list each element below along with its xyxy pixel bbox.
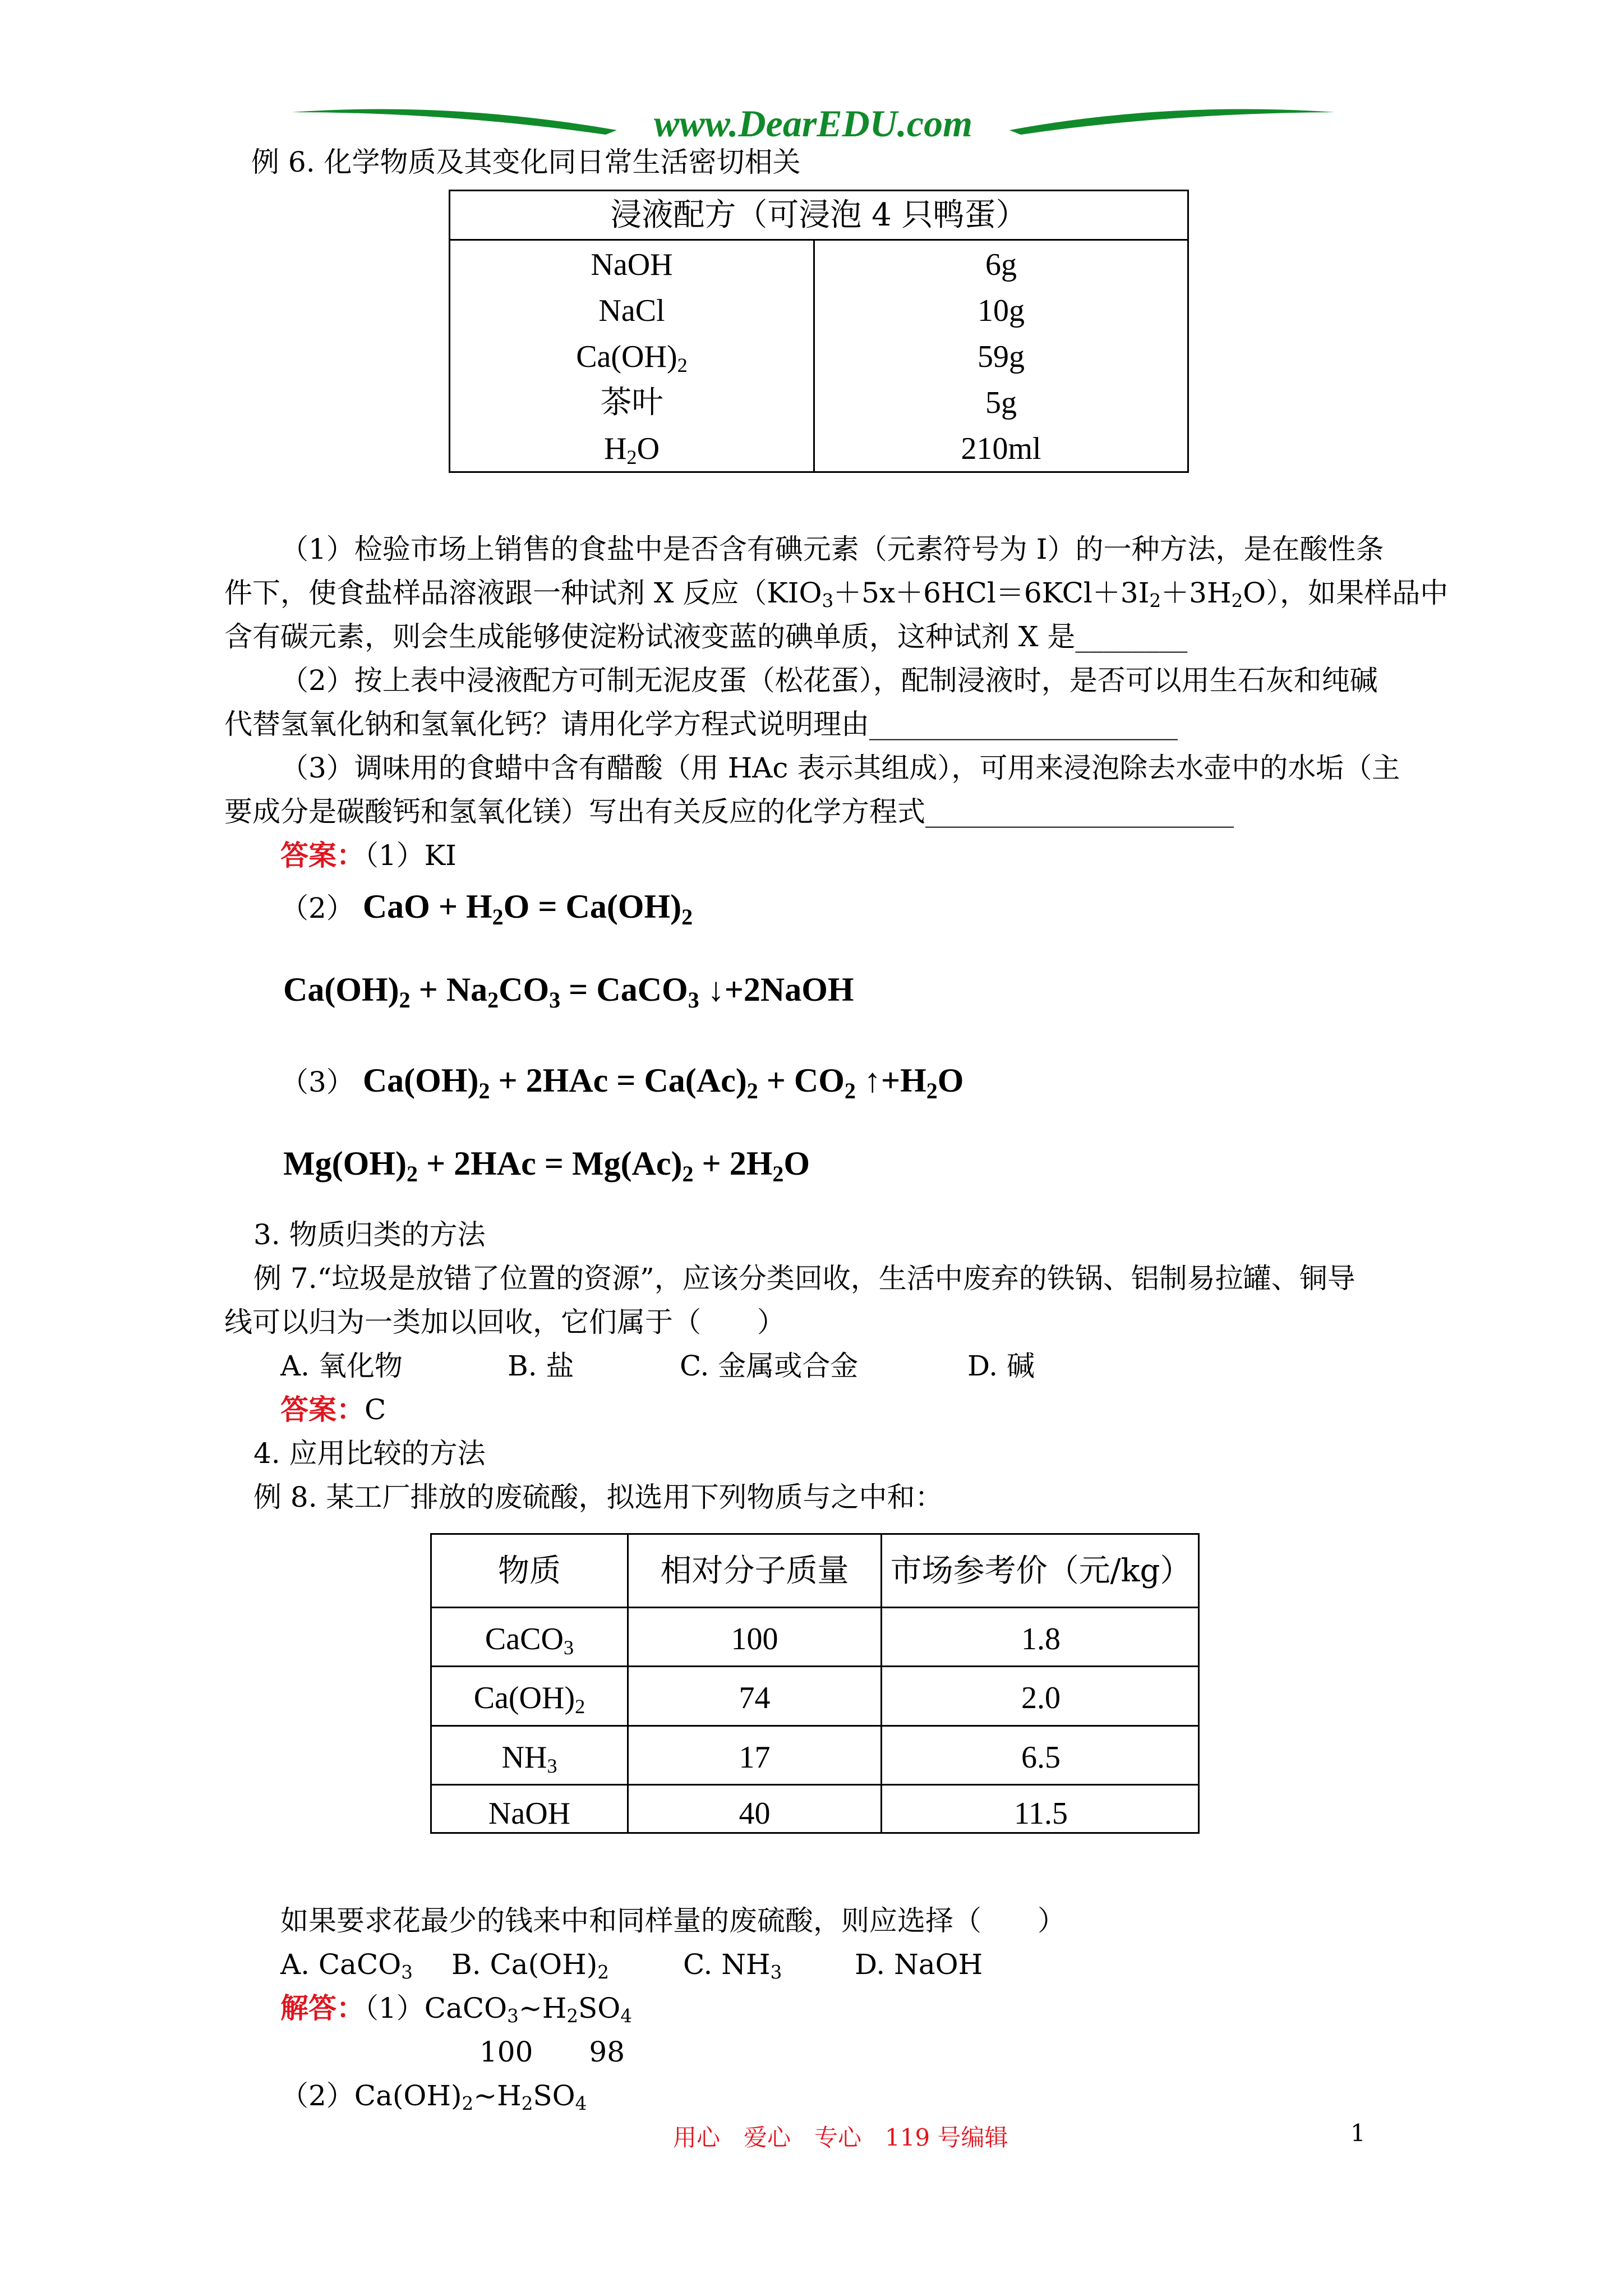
price: 6.5 <box>1021 1740 1061 1775</box>
ingredient-amount: 5g <box>985 385 1017 420</box>
header-price: 市场参考价（元/kg） <box>890 1553 1192 1589</box>
ingredient-amount: 59g <box>978 339 1025 374</box>
question-3-line2: 要成分是碳酸钙和氢氧化镁）写出有关反应的化学方程式______________________ <box>224 795 1234 828</box>
site-logo[interactable]: www.DearEDU.com <box>654 102 972 145</box>
price: 1.8 <box>1021 1622 1061 1657</box>
solution-line2: $(2)Ca(OH)_2\sim H_2SO_4$ <box>280 2079 587 2115</box>
ingredient-amount: 6g <box>985 247 1017 282</box>
option-b: B. 盐 <box>508 1350 574 1382</box>
example7-line2: 线可以归为一类加以回收，它们属于（ ） <box>224 1306 785 1338</box>
ingredient-amount: 210ml <box>961 431 1041 466</box>
table-row <box>432 1608 1198 1665</box>
header-banner <box>292 101 1335 146</box>
question-1-line3: 含有碳元素，则会生成能够使淀粉试液变蓝的碘单质，这种试剂 X 是________ <box>224 620 1188 653</box>
formula-table <box>449 190 1189 473</box>
example8-options <box>280 1943 983 1986</box>
price: 11.5 <box>1014 1796 1068 1831</box>
option-b: B. $Ca(OH)_2$ <box>451 1948 609 1984</box>
option-d: D. 碱 <box>967 1350 1035 1382</box>
table-row <box>432 1727 1198 1784</box>
equation-4: $Mg(OH)_2 + 2HAc = Mg(Ac)_2 + 2H_2O$ <box>283 1145 810 1186</box>
table-header-row <box>432 1535 1198 1608</box>
substance-name: $NH_3$ <box>501 1740 557 1778</box>
example8-line: 例 8. 某工厂排放的废硫酸，拟选用下列物质与之中和： <box>253 1481 943 1513</box>
molecular-mass: 100 <box>731 1622 778 1657</box>
option-a: A. CaCO$_3$ <box>280 1948 413 1984</box>
question-3-line1: （3）调味用的食蜡中含有醋酸（用 HAc 表示其组成），可用来浸泡除去水壶中的水垢（主 <box>280 752 1400 784</box>
ingredient-name: $H_2O$ <box>603 431 660 469</box>
header-substance: 物质 <box>498 1553 561 1589</box>
header-mass: 相对分子质量 <box>660 1553 849 1589</box>
substance-name: NaOH <box>488 1796 571 1831</box>
equation-2: $Ca(OH)_2 + Na_2CO_3$ = CaCO$_3$ ↓+2NaOH <box>283 971 854 1013</box>
ingredient-amount: 10g <box>978 293 1025 328</box>
molecular-mass: 17 <box>739 1740 771 1775</box>
answer-line: 答案：（1）KI <box>280 839 457 872</box>
table-row <box>450 288 1187 334</box>
price: 2.0 <box>1021 1681 1061 1715</box>
table-row <box>450 426 1187 472</box>
equation-1: （2） CaO + $H_2O = Ca(OH)_2$ <box>280 888 693 930</box>
example6-title: 例 6. 化学物质及其变化同日常生活密切相关 <box>251 146 801 178</box>
example7-line1: 例 7.“垃圾是放错了位置的资源”，应该分类回收，生活中废弃的铁锅、铝制易拉罐、铜导 <box>253 1262 1355 1295</box>
solution-line1: 解答：$(1)CaCO_3\sim H_2SO_4$ <box>280 1991 632 2027</box>
option-a: A. 氧化物 <box>280 1350 403 1382</box>
answer-label: 答案： <box>280 839 365 872</box>
example8-question: 如果要求花最少的钱来中和同样量的废硫酸，则应选择（ ） <box>280 1904 1066 1937</box>
question-2-line2: 代替氢氧化钠和氢氧化钙？请用化学方程式说明理由______________________ <box>224 708 1178 740</box>
option-c: C. $NH_3$ <box>683 1948 782 1984</box>
substance-name: $Ca(OH)_2$ <box>473 1681 585 1718</box>
answer-label: 答案： <box>280 1393 365 1426</box>
footer-text: 用心 爱心 专心 119 号编辑 <box>673 2124 1008 2151</box>
equation-3: （3） $Ca(OH)_2 + 2HAc = Ca(Ac)_2 + CO_2$ $↑+H_2O$ <box>280 1062 964 1103</box>
ingredient-name: NaOH <box>591 247 673 282</box>
table-row <box>450 334 1187 380</box>
table-row <box>450 380 1187 426</box>
substance-name: CaCO$_3$ <box>485 1622 574 1659</box>
ingredient-name: NaCl <box>598 293 665 328</box>
compound-price-table <box>430 1533 1200 1834</box>
ingredient-name: $Ca(OH)_2$ <box>576 339 688 377</box>
ingredient-name: 茶叶 <box>600 384 663 421</box>
solution-label: 解答： <box>280 1991 365 2024</box>
question-1-line1: （1）检验市场上销售的食盐中是否含有碘元素（元素符号为 I）的一种方法，是在酸性条 <box>280 533 1384 565</box>
solution-numbers: 100 98 <box>479 2036 625 2068</box>
option-d: D. NaOH <box>855 1948 983 1981</box>
table-row <box>450 242 1187 288</box>
section4-heading: 4. 应用比较的方法 <box>253 1437 486 1470</box>
question-1-line2: 件下，使食盐样品溶液跟一种试剂 X 反应$(KIO_3+5x+6HCl=6KCl+3I_2+3H_2O)$，如果样品中 <box>224 577 1449 612</box>
page-number: 1 <box>1350 2119 1366 2147</box>
table-row <box>432 1667 1198 1724</box>
option-c: C. 金属或合金 <box>680 1350 859 1382</box>
molecular-mass: 40 <box>739 1796 771 1831</box>
formula-table-title: 浸液配方（可浸泡 4 只鸭蛋） <box>450 191 1187 241</box>
question-2-line1: （2）按上表中浸液配方可制无泥皮蛋（松花蛋），配制浸液时，是否可以用生石灰和纯碱 <box>280 664 1378 697</box>
molecular-mass: 74 <box>739 1681 771 1715</box>
section3-heading: 3. 物质归类的方法 <box>253 1218 486 1251</box>
table-row <box>432 1786 1198 1834</box>
answer-line: 答案：C <box>280 1393 386 1426</box>
